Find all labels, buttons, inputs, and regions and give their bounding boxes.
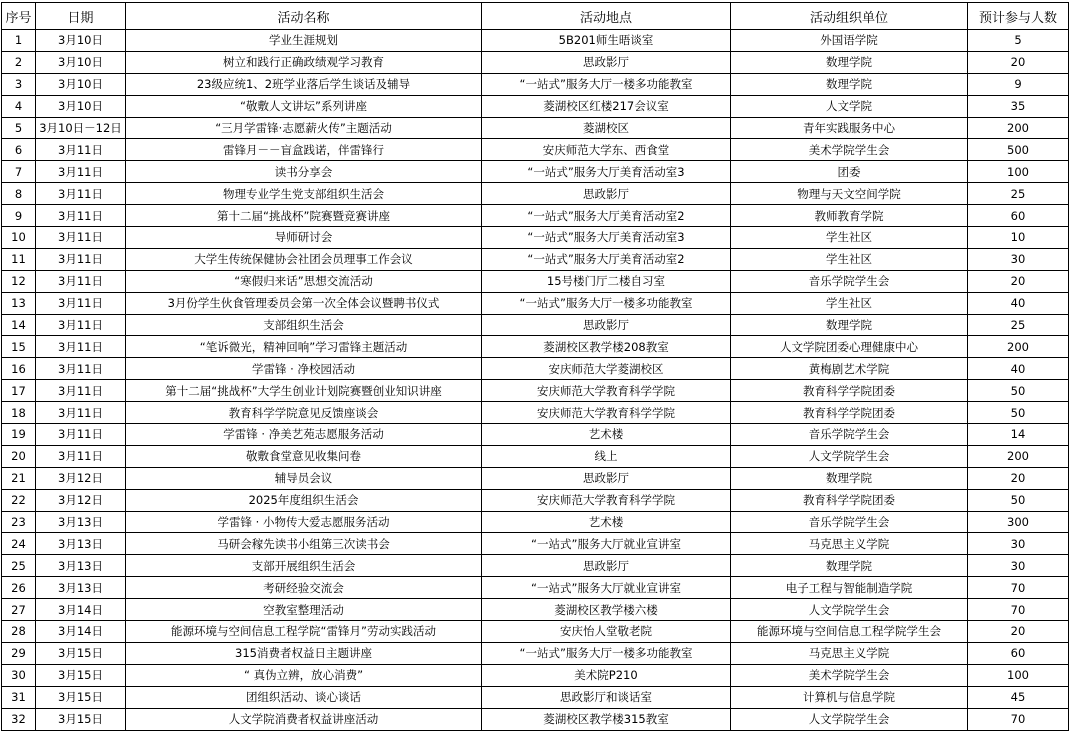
participants-cell[interactable]: 14	[968, 424, 1069, 446]
participants-cell[interactable]: 70	[968, 577, 1069, 599]
location-cell[interactable]: 15号楼门厅二楼自习室	[482, 270, 731, 292]
date-cell[interactable]: 3月15日	[36, 664, 126, 686]
location-cell[interactable]: “一站式”服务大厅一楼多功能教室	[482, 73, 731, 95]
table-row	[2, 489, 1069, 511]
location-cell[interactable]: “一站式”服务大厅就业宣讲室	[482, 533, 731, 555]
date-cell[interactable]: 3月11日	[36, 445, 126, 467]
index-cell[interactable]: 25	[2, 555, 36, 577]
index-cell[interactable]: 24	[2, 533, 36, 555]
table-row	[2, 686, 1069, 708]
location-cell[interactable]: “一站式”服务大厅美育活动室3	[482, 161, 731, 183]
organizer-cell[interactable]: 数理学院	[731, 467, 968, 489]
activity-table	[1, 2, 1069, 731]
table-row	[2, 467, 1069, 489]
organizer-cell[interactable]: 教育科学学院团委	[731, 402, 968, 424]
col-header-activity-name: 活动名称	[126, 3, 482, 30]
date-cell[interactable]: 3月12日	[36, 489, 126, 511]
table-row	[2, 314, 1069, 336]
index-cell[interactable]: 8	[2, 183, 36, 205]
activity-name-cell[interactable]: 空教室整理活动	[126, 599, 482, 621]
date-cell[interactable]: 3月11日	[36, 336, 126, 358]
activity-name-cell[interactable]: 雷锋月－－盲盒践诺，伴雷锋行	[126, 139, 482, 161]
table-body	[2, 30, 1069, 731]
organizer-cell[interactable]: 计算机与信息学院	[731, 686, 968, 708]
organizer-cell[interactable]: 数理学院	[731, 555, 968, 577]
organizer-cell[interactable]: 马克思主义学院	[731, 642, 968, 664]
index-cell[interactable]: 1	[2, 30, 36, 52]
participants-cell[interactable]: 30	[968, 555, 1069, 577]
activity-name-cell[interactable]: 教育科学学院意见反馈座谈会	[126, 402, 482, 424]
date-cell[interactable]: 3月10日	[36, 73, 126, 95]
participants-cell[interactable]: 70	[968, 599, 1069, 621]
date-cell[interactable]: 3月11日	[36, 314, 126, 336]
participants-cell[interactable]: 70	[968, 708, 1069, 730]
organizer-cell[interactable]: 电子工程与智能制造学院	[731, 577, 968, 599]
index-cell[interactable]: 22	[2, 489, 36, 511]
organizer-cell[interactable]: 青年实践服务中心	[731, 117, 968, 139]
table-row	[2, 248, 1069, 270]
index-cell[interactable]: 27	[2, 599, 36, 621]
organizer-cell[interactable]: 教师教育学院	[731, 205, 968, 227]
participants-cell[interactable]: 300	[968, 511, 1069, 533]
activity-name-cell[interactable]: 315消费者权益日主题讲座	[126, 642, 482, 664]
participants-cell[interactable]: 50	[968, 489, 1069, 511]
index-cell[interactable]: 32	[2, 708, 36, 730]
organizer-cell[interactable]: 人文学院	[731, 95, 968, 117]
activity-name-cell[interactable]: 第十二届“挑战杯”院赛暨竞赛讲座	[126, 205, 482, 227]
activity-name-cell[interactable]: 学雷锋 · 净校园活动	[126, 358, 482, 380]
organizer-cell[interactable]: 学生社区	[731, 227, 968, 249]
index-cell[interactable]: 29	[2, 642, 36, 664]
table-row	[2, 205, 1069, 227]
table-row	[2, 161, 1069, 183]
activity-name-cell[interactable]: 团组织活动、谈心谈话	[126, 686, 482, 708]
organizer-cell[interactable]: 物理与天文空间学院	[731, 183, 968, 205]
organizer-cell[interactable]: 外国语学院	[731, 30, 968, 52]
participants-cell[interactable]: 200	[968, 445, 1069, 467]
organizer-cell[interactable]: 学生社区	[731, 292, 968, 314]
index-cell[interactable]: 30	[2, 664, 36, 686]
date-cell[interactable]: 3月12日	[36, 467, 126, 489]
participants-cell[interactable]: 25	[968, 183, 1069, 205]
date-cell[interactable]: 3月11日	[36, 424, 126, 446]
location-cell[interactable]: 安庆师范大学教育科学学院	[482, 489, 731, 511]
table-row	[2, 30, 1069, 52]
table-row	[2, 51, 1069, 73]
index-cell[interactable]: 7	[2, 161, 36, 183]
index-cell[interactable]: 6	[2, 139, 36, 161]
participants-cell[interactable]: 50	[968, 402, 1069, 424]
location-cell[interactable]: “一站式”服务大厅一楼多功能教室	[482, 642, 731, 664]
organizer-cell[interactable]: 数理学院	[731, 314, 968, 336]
index-cell[interactable]: 13	[2, 292, 36, 314]
participants-cell[interactable]: 20	[968, 270, 1069, 292]
location-cell[interactable]: “一站式”服务大厅美育活动室2	[482, 205, 731, 227]
participants-cell[interactable]: 200	[968, 336, 1069, 358]
index-cell[interactable]: 15	[2, 336, 36, 358]
date-cell[interactable]: 3月11日	[36, 248, 126, 270]
activity-name-cell[interactable]: 大学生传统保健协会社团会员理事工作会议	[126, 248, 482, 270]
date-cell[interactable]: 3月11日	[36, 380, 126, 402]
date-cell[interactable]: 3月11日	[36, 358, 126, 380]
organizer-cell[interactable]: 黄梅剧艺术学院	[731, 358, 968, 380]
date-cell[interactable]: 3月13日	[36, 555, 126, 577]
date-cell[interactable]: 3月10日	[36, 30, 126, 52]
organizer-cell[interactable]: 音乐学院学生会	[731, 511, 968, 533]
table-row	[2, 139, 1069, 161]
index-cell[interactable]: 18	[2, 402, 36, 424]
table-row	[2, 424, 1069, 446]
index-cell[interactable]: 28	[2, 621, 36, 643]
participants-cell[interactable]: 35	[968, 95, 1069, 117]
table-row	[2, 511, 1069, 533]
location-cell[interactable]: 安庆师范大学教育科学学院	[482, 380, 731, 402]
participants-cell[interactable]: 45	[968, 686, 1069, 708]
location-cell[interactable]: 线上	[482, 445, 731, 467]
col-header-location: 活动地点	[482, 3, 731, 30]
activity-name-cell[interactable]: 物理专业学生党支部组织生活会	[126, 183, 482, 205]
organizer-cell[interactable]: 能源环境与空间信息工程学院学生会	[731, 621, 968, 643]
location-cell[interactable]: 菱湖校区教学楼六楼	[482, 599, 731, 621]
date-cell[interactable]: 3月11日	[36, 139, 126, 161]
participants-cell[interactable]: 25	[968, 314, 1069, 336]
index-cell[interactable]: 31	[2, 686, 36, 708]
location-cell[interactable]: 思政影厅	[482, 314, 731, 336]
index-cell[interactable]: 11	[2, 248, 36, 270]
organizer-cell[interactable]: 美术学院学生会	[731, 664, 968, 686]
table-row	[2, 708, 1069, 730]
table-row	[2, 183, 1069, 205]
header-row	[2, 3, 1069, 30]
col-header-date: 日期	[36, 3, 126, 30]
col-header-index: 序号	[2, 3, 36, 30]
location-cell[interactable]: 思政影厅	[482, 183, 731, 205]
activity-name-cell[interactable]: 读书分享会	[126, 161, 482, 183]
organizer-cell[interactable]: 教育科学学院团委	[731, 380, 968, 402]
location-cell[interactable]: 安庆师范大学东、西食堂	[482, 139, 731, 161]
activity-name-cell[interactable]: 23级应统1、2班学业落后学生谈话及辅导	[126, 73, 482, 95]
location-cell[interactable]: 思政影厅	[482, 555, 731, 577]
participants-cell[interactable]: 100	[968, 664, 1069, 686]
activity-name-cell[interactable]: 导师研讨会	[126, 227, 482, 249]
index-cell[interactable]: 3	[2, 73, 36, 95]
location-cell[interactable]: 艺术楼	[482, 511, 731, 533]
date-cell[interactable]: 3月11日	[36, 161, 126, 183]
table-row	[2, 599, 1069, 621]
participants-cell[interactable]: 20	[968, 51, 1069, 73]
table-row	[2, 95, 1069, 117]
index-cell[interactable]: 9	[2, 205, 36, 227]
activity-name-cell[interactable]: 3月份学生伙食管理委员会第一次全体会议暨聘书仪式	[126, 292, 482, 314]
date-cell[interactable]: 3月10日－12日	[36, 117, 126, 139]
table-row	[2, 292, 1069, 314]
index-cell[interactable]: 26	[2, 577, 36, 599]
col-header-organizer: 活动组织单位	[731, 3, 968, 30]
index-cell[interactable]: 21	[2, 467, 36, 489]
location-cell[interactable]: 菱湖校区红楼217会议室	[482, 95, 731, 117]
index-cell[interactable]: 16	[2, 358, 36, 380]
organizer-cell[interactable]: 团委	[731, 161, 968, 183]
activity-name-cell[interactable]: 辅导员会议	[126, 467, 482, 489]
index-cell[interactable]: 19	[2, 424, 36, 446]
activity-name-cell[interactable]: “三月学雷锋·志愿薪火传”主题活动	[126, 117, 482, 139]
location-cell[interactable]: 思政影厅	[482, 467, 731, 489]
index-cell[interactable]: 4	[2, 95, 36, 117]
date-cell[interactable]: 3月11日	[36, 183, 126, 205]
table-row	[2, 533, 1069, 555]
organizer-cell[interactable]: 学生社区	[731, 248, 968, 270]
date-cell[interactable]: 3月14日	[36, 599, 126, 621]
table-row	[2, 402, 1069, 424]
date-cell[interactable]: 3月14日	[36, 621, 126, 643]
participants-cell[interactable]: 60	[968, 205, 1069, 227]
activity-name-cell[interactable]: 马研会稼先读书小组第三次读书会	[126, 533, 482, 555]
date-cell[interactable]: 3月13日	[36, 577, 126, 599]
index-cell[interactable]: 23	[2, 511, 36, 533]
table-row	[2, 621, 1069, 643]
date-cell[interactable]: 3月11日	[36, 227, 126, 249]
activity-name-cell[interactable]: 学业生涯规划	[126, 30, 482, 52]
activity-name-cell[interactable]: 敬敷食堂意见收集问卷	[126, 445, 482, 467]
participants-cell[interactable]: 50	[968, 380, 1069, 402]
date-cell[interactable]: 3月10日	[36, 95, 126, 117]
date-cell[interactable]: 3月11日	[36, 205, 126, 227]
organizer-cell[interactable]: 人文学院学生会	[731, 708, 968, 730]
location-cell[interactable]: 美术院P210	[482, 664, 731, 686]
participants-cell[interactable]: 100	[968, 161, 1069, 183]
table-row	[2, 270, 1069, 292]
location-cell[interactable]: 菱湖校区教学楼208教室	[482, 336, 731, 358]
location-cell[interactable]: 安庆师范大学菱湖校区	[482, 358, 731, 380]
activity-name-cell[interactable]: 第十二届“挑战杯”大学生创业计划院赛暨创业知识讲座	[126, 380, 482, 402]
location-cell[interactable]: “一站式”服务大厅就业宣讲室	[482, 577, 731, 599]
table-row	[2, 73, 1069, 95]
participants-cell[interactable]: 200	[968, 117, 1069, 139]
date-cell[interactable]: 3月11日	[36, 402, 126, 424]
location-cell[interactable]: “一站式”服务大厅一楼多功能教室	[482, 292, 731, 314]
activity-name-cell[interactable]: 2025年度组织生活会	[126, 489, 482, 511]
activity-name-cell[interactable]: 能源环境与空间信息工程学院“雷锋月”劳动实践活动	[126, 621, 482, 643]
activity-name-cell[interactable]: “笔诉微光，精神回响”学习雷锋主题活动	[126, 336, 482, 358]
location-cell[interactable]: 安庆师范大学教育科学学院	[482, 402, 731, 424]
date-cell[interactable]: 3月15日	[36, 686, 126, 708]
organizer-cell[interactable]: 人文学院团委心理健康中心	[731, 336, 968, 358]
participants-cell[interactable]: 40	[968, 358, 1069, 380]
organizer-cell[interactable]: 教育科学学院团委	[731, 489, 968, 511]
date-cell[interactable]: 3月13日	[36, 533, 126, 555]
participants-cell[interactable]: 9	[968, 73, 1069, 95]
location-cell[interactable]: 菱湖校区教学楼315教室	[482, 708, 731, 730]
date-cell[interactable]: 3月11日	[36, 292, 126, 314]
location-cell[interactable]: 思政影厅	[482, 51, 731, 73]
participants-cell[interactable]: 500	[968, 139, 1069, 161]
activity-name-cell[interactable]: “寒假归来话”思想交流活动	[126, 270, 482, 292]
organizer-cell[interactable]: 数理学院	[731, 51, 968, 73]
location-cell[interactable]: 菱湖校区	[482, 117, 731, 139]
table-row	[2, 555, 1069, 577]
location-cell[interactable]: 思政影厅和谈话室	[482, 686, 731, 708]
activity-name-cell[interactable]: 支部组织生活会	[126, 314, 482, 336]
participants-cell[interactable]: 20	[968, 621, 1069, 643]
organizer-cell[interactable]: 美术学院学生会	[731, 139, 968, 161]
table-row	[2, 445, 1069, 467]
participants-cell[interactable]: 40	[968, 292, 1069, 314]
activity-name-cell[interactable]: 支部开展组织生活会	[126, 555, 482, 577]
location-cell[interactable]: 艺术楼	[482, 424, 731, 446]
table-row	[2, 577, 1069, 599]
activity-name-cell[interactable]: 树立和践行正确政绩观学习教育	[126, 51, 482, 73]
participants-cell[interactable]: 60	[968, 642, 1069, 664]
table-row	[2, 380, 1069, 402]
participants-cell[interactable]: 10	[968, 227, 1069, 249]
date-cell[interactable]: 3月15日	[36, 708, 126, 730]
organizer-cell[interactable]: 人文学院学生会	[731, 445, 968, 467]
location-cell[interactable]: “一站式”服务大厅美育活动室3	[482, 227, 731, 249]
organizer-cell[interactable]: 音乐学院学生会	[731, 270, 968, 292]
activity-name-cell[interactable]: 人文学院消费者权益讲座活动	[126, 708, 482, 730]
activity-name-cell[interactable]: 考研经验交流会	[126, 577, 482, 599]
location-cell[interactable]: 5B201师生晤谈室	[482, 30, 731, 52]
table-row	[2, 664, 1069, 686]
organizer-cell[interactable]: 马克思主义学院	[731, 533, 968, 555]
index-cell[interactable]: 10	[2, 227, 36, 249]
organizer-cell[interactable]: 人文学院学生会	[731, 599, 968, 621]
activity-name-cell[interactable]: 学雷锋 · 小物传大爱志愿服务活动	[126, 511, 482, 533]
participants-cell[interactable]: 30	[968, 533, 1069, 555]
date-cell[interactable]: 3月10日	[36, 51, 126, 73]
table-row	[2, 336, 1069, 358]
location-cell[interactable]: 安庆怡人堂敬老院	[482, 621, 731, 643]
index-cell[interactable]: 2	[2, 51, 36, 73]
participants-cell[interactable]: 5	[968, 30, 1069, 52]
table-row	[2, 227, 1069, 249]
activity-name-cell[interactable]: “ 真伪立辨，放心消费”	[126, 664, 482, 686]
date-cell[interactable]: 3月15日	[36, 642, 126, 664]
index-cell[interactable]: 5	[2, 117, 36, 139]
index-cell[interactable]: 17	[2, 380, 36, 402]
index-cell[interactable]: 14	[2, 314, 36, 336]
date-cell[interactable]: 3月13日	[36, 511, 126, 533]
date-cell[interactable]: 3月11日	[36, 270, 126, 292]
activity-name-cell[interactable]: 学雷锋 · 净美艺苑志愿服务活动	[126, 424, 482, 446]
participants-cell[interactable]: 30	[968, 248, 1069, 270]
index-cell[interactable]: 20	[2, 445, 36, 467]
index-cell[interactable]: 12	[2, 270, 36, 292]
table-row	[2, 642, 1069, 664]
table-row	[2, 358, 1069, 380]
activity-name-cell[interactable]: “敬敷人文讲坛”系列讲座	[126, 95, 482, 117]
table-row	[2, 117, 1069, 139]
organizer-cell[interactable]: 数理学院	[731, 73, 968, 95]
organizer-cell[interactable]: 音乐学院学生会	[731, 424, 968, 446]
participants-cell[interactable]: 20	[968, 467, 1069, 489]
location-cell[interactable]: “一站式”服务大厅美育活动室2	[482, 248, 731, 270]
col-header-participants: 预计参与人数	[968, 3, 1069, 30]
